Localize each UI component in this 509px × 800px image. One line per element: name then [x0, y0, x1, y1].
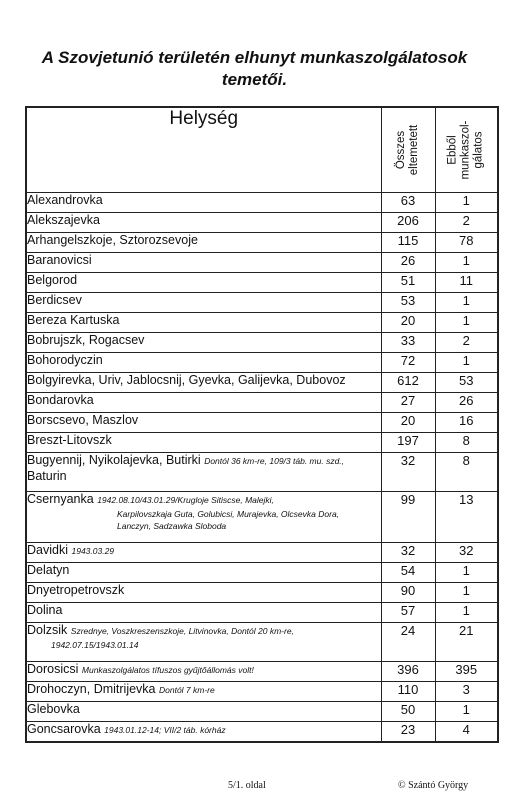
row-location: Borscsevo, Maszlov [26, 413, 381, 433]
row-of-which: 1 [435, 253, 498, 273]
row-location: Alekszajevka [26, 213, 381, 233]
row-total: 63 [381, 193, 435, 213]
title-line-1: A Szovjetunió területén elhunyt munkaszolgálatosok [41, 48, 468, 67]
row-of-which: 1 [435, 193, 498, 213]
table-row [26, 233, 498, 253]
row-location-note-line-2: Karpilovszkaja Guta, Golubicsi, Murajevka, Olcsevka Dora, [117, 509, 340, 519]
row-of-which: 1 [435, 293, 498, 313]
row-location-note: Szrednye, Voszkreszenszkoje, Litvinovka, Dontól 20 km-re, [70, 626, 294, 636]
table-row [26, 603, 498, 623]
row-location [26, 453, 381, 492]
table-row [26, 623, 498, 662]
table-row [26, 722, 498, 743]
row-location [26, 492, 381, 543]
row-location-note: Dontól 36 km-re, 109/3 táb. mu. szd., [204, 456, 345, 466]
row-total: 115 [381, 233, 435, 253]
page-number: 5/1. oldal [228, 780, 266, 791]
row-of-which: 13 [435, 492, 498, 543]
row-location: Breszt-Litovszk [26, 433, 381, 453]
page-title [0, 47, 509, 91]
table-row [26, 253, 498, 273]
row-total: 24 [381, 623, 435, 662]
row-of-which: 8 [435, 453, 498, 492]
row-location-note: Munkaszolgálatos tífuszos gyűjtőállomás volt! [81, 665, 254, 675]
table-row [26, 433, 498, 453]
row-total: 197 [381, 433, 435, 453]
row-of-which: 16 [435, 413, 498, 433]
row-of-which: 21 [435, 623, 498, 662]
row-location-note-line-3: Lanczyn, Sadzawka Sloboda [117, 521, 227, 531]
table-row [26, 563, 498, 583]
row-total: 20 [381, 413, 435, 433]
row-location: Alexandrovka [26, 193, 381, 213]
row-location-note: 1943.03.29 [71, 546, 115, 556]
table-row [26, 393, 498, 413]
row-location-name: Davidki [27, 543, 68, 557]
header-of-which-line-2: munkaszol- [459, 120, 472, 180]
row-location [26, 682, 381, 702]
row-of-which: 1 [435, 603, 498, 623]
table-row [26, 453, 498, 492]
row-location-name: Csernyanka [27, 492, 94, 506]
row-total: 50 [381, 702, 435, 722]
table-row [26, 373, 498, 393]
row-location: Dolina [26, 603, 381, 623]
table-row [26, 193, 498, 213]
row-location [26, 662, 381, 682]
row-of-which: 1 [435, 563, 498, 583]
row-location: Baranovicsi [26, 253, 381, 273]
header-of-which-line-1: Ebből [446, 135, 459, 165]
row-of-which: 1 [435, 353, 498, 373]
row-of-which: 11 [435, 273, 498, 293]
table-row [26, 682, 498, 702]
row-total: 99 [381, 492, 435, 543]
header-total-line-2: eltemetett [408, 124, 420, 176]
row-location-note-line-2: 1942.07.15/1943.01.14 [51, 640, 139, 650]
row-location-note: Dontól 7 km-re [159, 685, 215, 695]
table-row [26, 583, 498, 603]
row-location-note: 1942.08.10/43.01.29/Krugloje Sitiscse, Malejki, [97, 495, 274, 505]
table-row [26, 543, 498, 563]
row-of-which: 53 [435, 373, 498, 393]
row-location: Delatyn [26, 563, 381, 583]
row-total: 72 [381, 353, 435, 373]
row-location: Bereza Kartuska [26, 313, 381, 333]
row-total: 27 [381, 393, 435, 413]
row-total: 612 [381, 373, 435, 393]
row-of-which: 395 [435, 662, 498, 682]
row-location-name: Bugyennij, Nyikolajevka, Butirki [27, 453, 201, 467]
table-row [26, 353, 498, 373]
row-location: Bobrujszk, Rogacsev [26, 333, 381, 353]
row-location: Bolgyirevka, Uriv, Jablocsnij, Gyevka, Galijevka, Dubovoz [26, 373, 381, 393]
row-total: 110 [381, 682, 435, 702]
row-of-which: 26 [435, 393, 498, 413]
row-of-which: 3 [435, 682, 498, 702]
row-of-which: 2 [435, 333, 498, 353]
table-row [26, 492, 498, 543]
cemetery-table [25, 106, 499, 743]
table-row [26, 293, 498, 313]
table-row [26, 662, 498, 682]
row-of-which: 8 [435, 433, 498, 453]
row-of-which: 1 [435, 313, 498, 333]
header-of-which [435, 107, 498, 193]
row-location-name: Goncsarovka [27, 722, 101, 736]
copyright-notice: © Szántó György [398, 780, 469, 791]
header-of-which-line-3: gálatos [472, 131, 485, 169]
row-of-which: 1 [435, 583, 498, 603]
header-row [26, 107, 498, 193]
row-total: 54 [381, 563, 435, 583]
row-location: Dnyetropetrovszk [26, 583, 381, 603]
row-total: 23 [381, 722, 435, 743]
row-location: Bohorodyczin [26, 353, 381, 373]
row-location: Glebovka [26, 702, 381, 722]
row-location-name: Dorosicsi [27, 662, 79, 676]
table-row [26, 213, 498, 233]
row-location-name: Dolzsik [27, 623, 68, 637]
row-location: Bondarovka [26, 393, 381, 413]
row-total: 396 [381, 662, 435, 682]
row-total: 33 [381, 333, 435, 353]
table-row [26, 702, 498, 722]
row-total: 32 [381, 543, 435, 563]
header-total-line-1: Összes [395, 130, 407, 170]
table-row [26, 333, 498, 353]
row-of-which: 32 [435, 543, 498, 563]
table-row [26, 273, 498, 293]
row-location-note: 1943.01.12-14; VII/2 táb. kórház [104, 725, 226, 735]
row-of-which: 2 [435, 213, 498, 233]
row-total: 57 [381, 603, 435, 623]
table-row [26, 313, 498, 333]
row-of-which: 4 [435, 722, 498, 743]
row-location [26, 623, 381, 662]
row-total: 26 [381, 253, 435, 273]
row-location: Arhangelszkoje, Sztorozsevoje [26, 233, 381, 253]
row-of-which: 78 [435, 233, 498, 253]
row-location-name: Drohoczyn, Dmitrijevka [27, 682, 156, 696]
row-location [26, 722, 381, 743]
row-total: 32 [381, 453, 435, 492]
row-location [26, 543, 381, 563]
table-row [26, 413, 498, 433]
row-total: 206 [381, 213, 435, 233]
row-location-name-2: Baturin [27, 469, 67, 483]
row-total: 90 [381, 583, 435, 603]
header-total [381, 107, 435, 193]
header-location: Helység [26, 107, 381, 193]
row-location: Berdicsev [26, 293, 381, 313]
row-of-which: 1 [435, 702, 498, 722]
row-total: 51 [381, 273, 435, 293]
row-total: 20 [381, 313, 435, 333]
title-line-2: temetői. [221, 70, 288, 89]
row-total: 53 [381, 293, 435, 313]
row-location: Belgorod [26, 273, 381, 293]
